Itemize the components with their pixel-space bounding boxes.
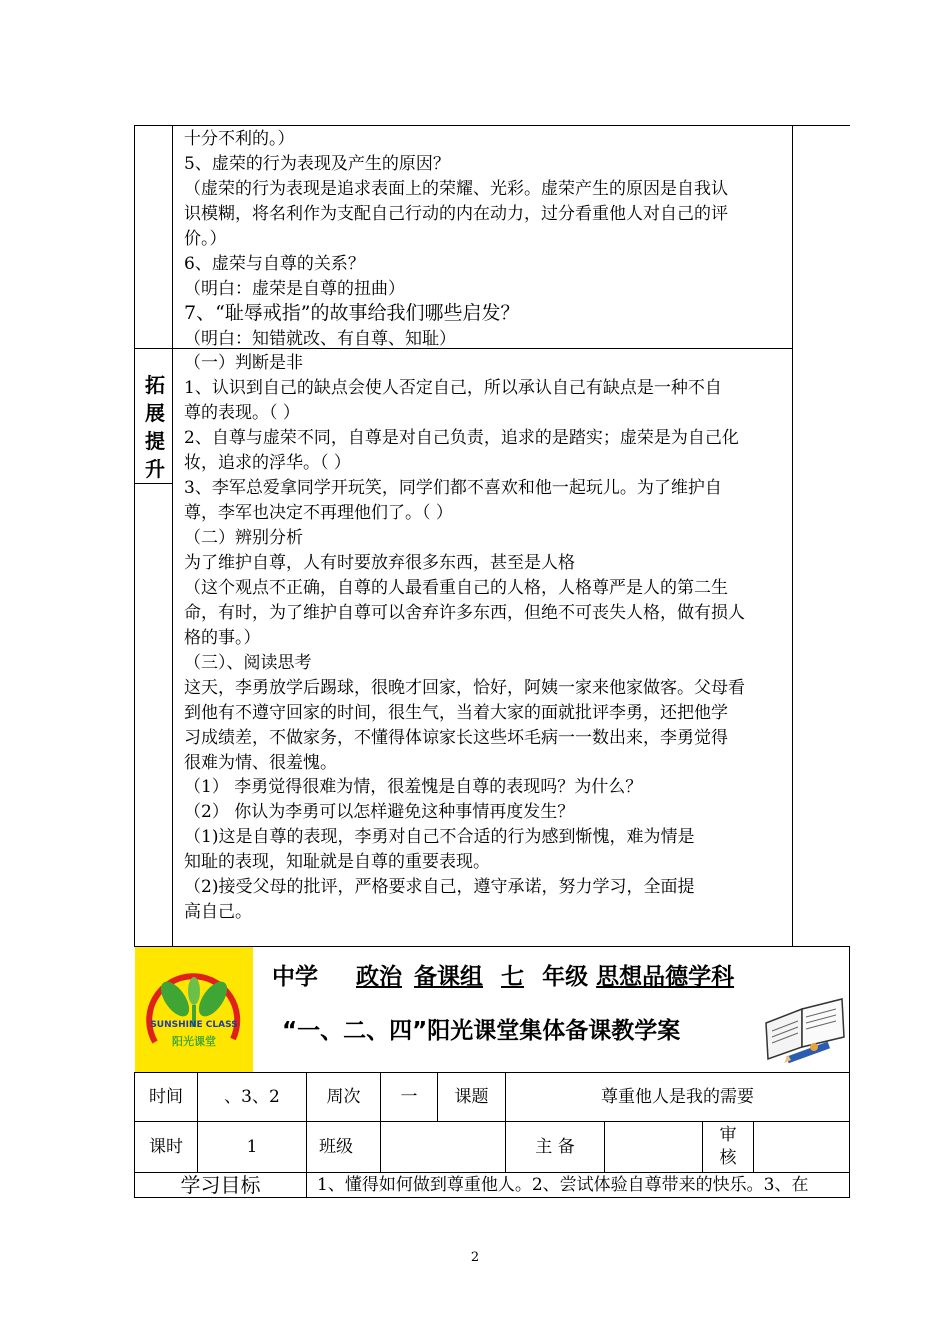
extension-line: 为了维护自尊，人有时要放弃很多东西，甚至是人格 xyxy=(184,553,575,573)
extension-line: 很难为情、很羞愧。 xyxy=(184,753,337,773)
right-border-upper xyxy=(792,125,793,947)
extension-line: 习成绩差，不做家务，不懂得体谅家长这些坏毛病一一数出来，李勇觉得 xyxy=(184,728,728,748)
extension-line: 这天，李勇放学后踢球，很晚才回家，恰好，阿姨一家来他家做客。父母看 xyxy=(184,678,745,698)
extension-line: 知耻的表现，知耻就是自尊的重要表现。 xyxy=(184,852,490,872)
discipline-label: 思想品德学科 xyxy=(596,964,735,990)
extension-line: （一）判断是非 xyxy=(184,353,303,373)
table-col-6-row2 xyxy=(604,1121,605,1172)
group-label: 备课组 xyxy=(414,964,484,990)
time-value: 、3、2 xyxy=(224,1087,280,1107)
grade-value: 七 xyxy=(501,964,525,990)
review-label xyxy=(703,1124,753,1170)
extension-line: 格的事。） xyxy=(184,628,261,648)
section-label-char: 提 xyxy=(145,429,165,453)
table-col-8-row2 xyxy=(753,1121,754,1172)
sunshine-class-logo xyxy=(135,947,253,1072)
goal-label: 学习目标 xyxy=(180,1173,261,1197)
extension-line: （2)接受父母的批评，严格要求自己，遵守承诺，努力学习，全面提 xyxy=(184,877,695,897)
section-label-char: 拓 xyxy=(145,373,165,397)
content-line: 7、“耻辱戒指”的故事给我们哪些启发？ xyxy=(184,302,520,324)
extension-line: 妆，追求的浮华。（ ） xyxy=(184,453,351,473)
subject-value: 政治 xyxy=(356,964,403,990)
label-divider-upper xyxy=(172,125,173,947)
extension-line: 到他有不遵守回家的时间，很生气，当着大家的面就批评李勇，还把他学 xyxy=(184,703,728,723)
main-prep-label: 主 备 xyxy=(535,1137,575,1157)
content-line: 十分不利的。） xyxy=(184,129,295,149)
extension-line: 命，有时，为了维护自尊可以舍弃许多东西，但绝不可丧失人格，做有损人 xyxy=(184,603,745,623)
header-title-line2: “一、二、四”阳光课堂集体备课教学案 xyxy=(282,1018,681,1044)
review-label-char: 审 xyxy=(719,1125,737,1145)
extension-line: 1、认识到自己的缺点会使人否定自己，所以承认自己有缺点是一种不自 xyxy=(184,378,722,398)
extension-line: 3、李军总爱拿同学开玩笑，同学们都不喜欢和他一起玩儿。为了维护自 xyxy=(184,478,722,498)
content-line: 识模糊，将名利作为支配自己行动的内在动力，过分看重他人对自己的评 xyxy=(184,204,728,224)
table-top-rule xyxy=(134,1072,850,1073)
content-line: 5、虚荣的行为表现及产生的原因？ xyxy=(184,154,450,174)
extension-line: 尊的表现。（ ） xyxy=(184,403,300,423)
school-label: 中学 xyxy=(272,964,318,990)
content-line: 6、虚荣与自尊的关系？ xyxy=(184,254,365,274)
page-number: 2 xyxy=(470,1250,480,1265)
logo-graphic xyxy=(135,947,253,1072)
extension-line: （2） 你认为李勇可以怎样避免这种事情再度发生？ xyxy=(184,802,575,822)
logo-text-cn: 阳光课堂 xyxy=(172,1035,216,1048)
extension-line: （三）、阅读思考 xyxy=(184,653,312,673)
extension-line: 2、自尊与虚荣不同，自尊是对自己负责，追求的是踏实；虚荣是为自己化 xyxy=(184,428,739,448)
section-label-char: 升 xyxy=(145,457,165,481)
left-border-upper xyxy=(134,125,135,947)
content-line: （明白：虚荣是自尊的扭曲） xyxy=(184,279,405,299)
logo-text-en: SUNSHINE CLASS xyxy=(150,1020,238,1030)
extension-line: 高自己。 xyxy=(184,902,252,922)
period-label: 课时 xyxy=(149,1137,183,1157)
goal-text: 1、懂得如何做到尊重他人。2、尝试体验自尊带来的快乐。3、在 xyxy=(317,1175,809,1195)
section-label-char: 展 xyxy=(145,401,165,425)
extension-line: （二）辨别分析 xyxy=(184,528,303,548)
top-rule xyxy=(134,125,850,126)
header-title-line1 xyxy=(272,958,734,991)
table-bottom-rule xyxy=(134,1197,850,1198)
time-label: 时间 xyxy=(149,1087,183,1107)
review-label-char: 核 xyxy=(719,1148,737,1168)
book-icon xyxy=(758,985,848,1071)
class-label: 班级 xyxy=(319,1137,353,1157)
week-value: 一 xyxy=(400,1087,418,1107)
period-value: 1 xyxy=(246,1137,258,1157)
content-line: （虚荣的行为表现是追求表面上的荣耀、光彩。虚荣产生的原因是自我认 xyxy=(184,179,728,199)
section-label-rule xyxy=(134,483,172,484)
table-rule-2 xyxy=(134,1121,850,1122)
topic-value: 尊重他人是我的需要 xyxy=(601,1087,754,1107)
topic-label: 课题 xyxy=(454,1087,489,1107)
content-line: 价。） xyxy=(184,229,227,249)
extension-line: （1)这是自尊的表现，李勇对自己不合适的行为感到惭愧，难为情是 xyxy=(184,827,695,847)
extension-line: 尊，李军也决定不再理他们了。（ ） xyxy=(184,503,453,523)
extension-line: （1） 李勇觉得很难为情，很羞愧是自尊的表现吗？为什么？ xyxy=(184,777,643,797)
grade-label: 年级 xyxy=(542,964,589,990)
week-label: 周次 xyxy=(326,1087,361,1107)
extension-line: （这个观点不正确，自尊的人最看重自己的人格，人格尊严是人的第二生 xyxy=(184,578,728,598)
content-line: （明白：知错就改、有自尊、知耻） xyxy=(184,329,456,349)
